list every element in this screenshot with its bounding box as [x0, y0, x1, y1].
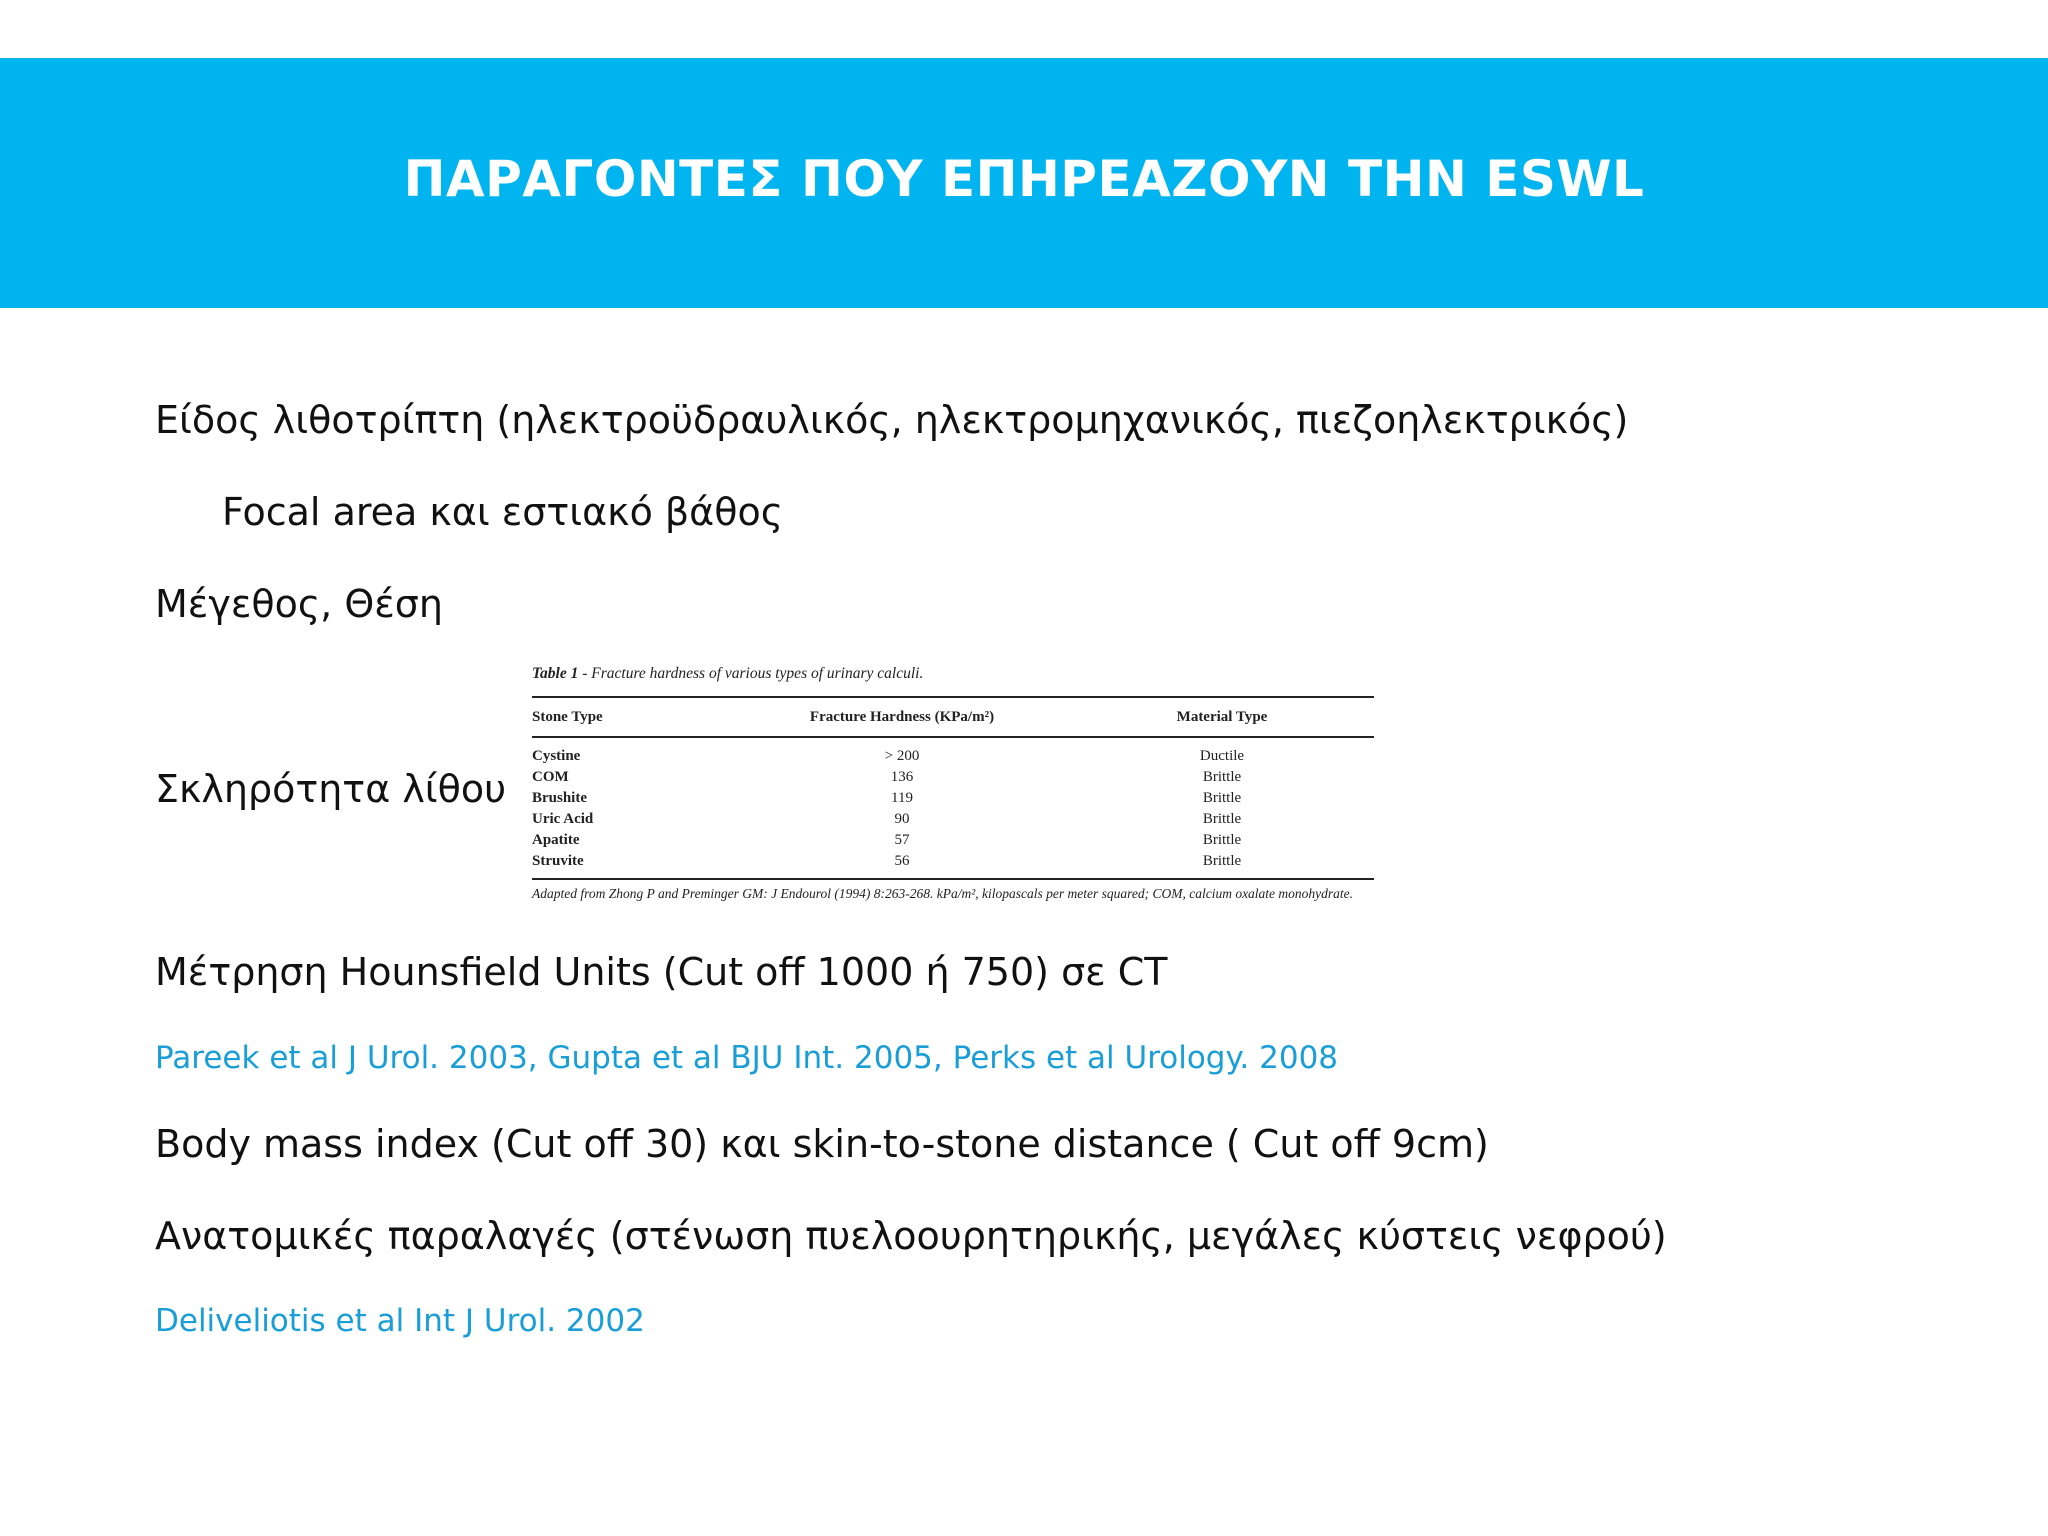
table-caption-label: Table 1 [532, 665, 579, 682]
reference-hounsfield: Pareek et al J Urol. 2003, Gupta et al BJU Int. 2005, Perks et al Urology. 2008 [155, 1040, 1339, 1076]
table-cell-stone-type: Apatite [532, 832, 580, 848]
table-cell-material: Brittle [1202, 853, 1242, 869]
table-cell-hardness: 136 [890, 769, 914, 785]
table-footnote: Adapted from Zhong P and Preminger GM: J Endourol (1994) 8:263-268. kPa/m², kilopascals per meter squared; COM, calcium oxalate monohydrate. [532, 886, 1354, 901]
table-cell-stone-type: COM [532, 769, 569, 785]
table-cell-hardness: 90 [894, 811, 910, 827]
table-row [532, 830, 1374, 851]
table-cell-hardness: > 200 [884, 748, 920, 764]
table-bottom-rule [532, 878, 1374, 880]
table-caption [532, 665, 1374, 683]
table-caption-text: - Fracture hardness of various types of urinary calculi. [578, 665, 924, 682]
table-header-fracture-hardness: Fracture Hardness (KPa/m²) [809, 708, 995, 725]
bullet-size-position: Μέγεθος, Θέση [155, 582, 443, 626]
reference-anatomy: Deliveliotis et al Int J Urol. 2002 [155, 1303, 645, 1339]
table-cell-hardness: 119 [891, 790, 913, 806]
table-cell-stone-type: Brushite [532, 790, 588, 806]
bullet-focal-area: Focal area και εστιακό βάθος [222, 490, 784, 534]
table-row [532, 788, 1374, 809]
bullet-hounsfield-units: Μέτρηση Hounsfield Units (Cut off 1000 ή 750) σε CT [155, 950, 1168, 994]
table-cell-stone-type: Cystine [532, 748, 581, 764]
table-row [532, 767, 1374, 788]
table-cell-material: Ductile [1199, 748, 1245, 764]
table-row [532, 851, 1374, 872]
table-header-material-type: Material Type [1176, 708, 1268, 725]
table-cell-stone-type: Struvite [532, 853, 584, 869]
bullet-anatomical-variations: Ανατομικές παραλαγές (στένωση πυελοουρητηρικής, μεγάλες κύστεις νεφρού) [155, 1214, 1667, 1258]
slide-title: ΠΑΡΑΓΟΝΤΕΣ ΠΟΥ ΕΠΗΡΕΑΖΟΥΝ ΤΗΝ ESWL [403, 150, 1645, 208]
bullet-bmi-skin-to-stone: Body mass index (Cut off 30) και skin-to-stone distance ( Cut off 9cm) [155, 1122, 1489, 1166]
table-cell-material: Brittle [1202, 832, 1242, 848]
table-body [532, 738, 1374, 878]
table-header-row [532, 698, 1374, 736]
table-header-stone-type: Stone Type [532, 708, 603, 725]
table-cell-material: Brittle [1202, 811, 1242, 827]
table-cell-hardness: 56 [894, 853, 910, 869]
table-row [532, 809, 1374, 830]
table-cell-material: Brittle [1202, 790, 1242, 806]
table-cell-hardness: 57 [894, 832, 910, 848]
bullet-lithotripter-type: Είδος λιθοτρίπτη (ηλεκτροϋδραυλικός, ηλεκτρομηχανικός, πιεζοηλεκτρικός) [155, 398, 1629, 442]
bullet-stone-hardness: Σκληρότητα λίθου [155, 767, 507, 811]
table-cell-material: Brittle [1202, 769, 1242, 785]
table-cell-stone-type: Uric Acid [532, 811, 594, 827]
table-row [532, 746, 1374, 767]
fracture-hardness-table [532, 665, 1374, 903]
